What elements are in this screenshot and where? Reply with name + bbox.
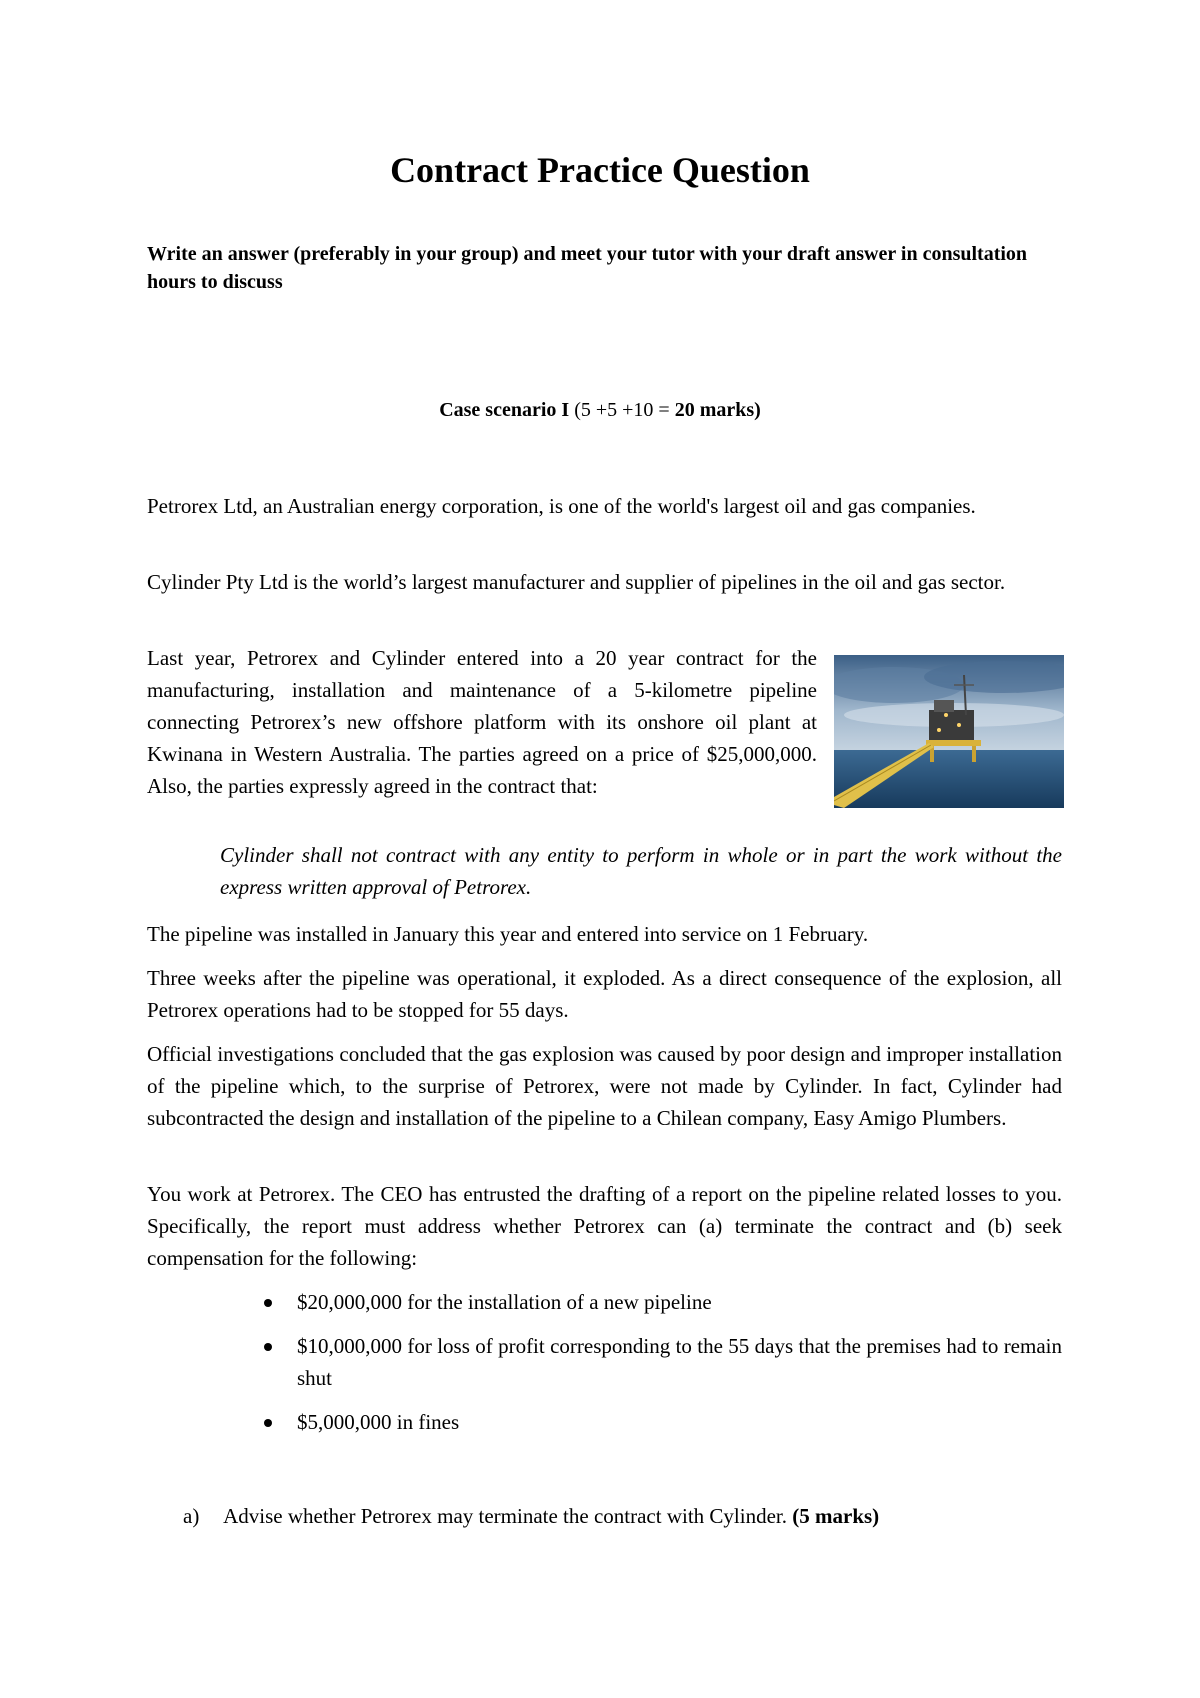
case-heading-label: Case scenario I <box>439 399 570 421</box>
question-a-text: Advise whether Petrorex may terminate the contract with Cylinder. <box>223 1504 788 1528</box>
offshore-platform-illustration <box>834 655 1064 808</box>
paragraph-cylinder: Cylinder Pty Ltd is the world’s largest manufacturer and supplier of pipelines in the oil and gas sector. <box>147 570 1006 594</box>
list-item-text: $20,000,000 for the installation of a new pipeline <box>297 1290 712 1314</box>
list-item <box>147 1330 1062 1394</box>
page-title: Contract Practice Question <box>390 150 810 190</box>
list-item-text: $5,000,000 in fines <box>297 1410 460 1434</box>
list-item <box>147 1406 1062 1438</box>
question-a-label: a) <box>183 1504 200 1528</box>
paragraph-installation: The pipeline was installed in January this year and entered into service on 1 February. <box>147 922 869 946</box>
case-heading-total: 20 marks) <box>674 399 761 421</box>
instructions: Write an answer (preferably in your group) and meet your tutor with your draft answer in consultation hours to discuss <box>147 243 1028 293</box>
paragraph-explosion: Three weeks after the pipeline was operational, it exploded. As a direct consequence of the explosion, all Petrorex operations had to be stopped for 55 days. <box>147 966 1062 1022</box>
paragraph-petrorex: Petrorex Ltd, an Australian energy corporation, is one of the world's largest oil and gas companies. <box>147 494 976 518</box>
bullet-icon <box>264 1419 272 1427</box>
list-item-text: $10,000,000 for loss of profit corresponding to the 55 days that the premises had to remain shut <box>297 1334 1062 1390</box>
bullet-icon <box>264 1299 272 1307</box>
offshore-platform-image <box>834 655 1064 808</box>
paragraph-investigation: Official investigations concluded that the gas explosion was caused by poor design and improper installation of the pipeline which, to the surprise of Petrorex, were not made by Cylinder. In fact, Cylinder had subcontracted the design and installation of the pipeline to a Chilean company, Easy Amigo Plumbers. <box>147 1042 1062 1130</box>
question-a <box>183 1500 1063 1532</box>
case-heading <box>0 396 1200 424</box>
question-a-marks: (5 marks) <box>792 1504 880 1528</box>
case-heading-marks: (5 +5 +10 = <box>574 399 670 421</box>
list-item <box>147 1286 1062 1318</box>
bullet-icon <box>264 1343 272 1351</box>
paragraph-report: You work at Petrorex. The CEO has entrusted the drafting of a report on the pipeline related losses to you. Specifically, the report must address whether Petrorex can (a) terminate the contract and (b) seek compensation for the following: <box>147 1182 1062 1270</box>
contract-clause-quote: Cylinder shall not contract with any entity to perform in whole or in part the work without the express written approval of Petrorex. <box>220 843 1062 899</box>
compensation-list <box>147 1286 1062 1450</box>
paragraph-contract: Last year, Petrorex and Cylinder entered into a 20 year contract for the manufacturing, installation and maintenance of a 5-kilometre pipeline connecting Petrorex’s new offshore platform with its onshore oil plant at Kwinana in Western Australia. The parties agreed on a price of $25,000,000. Also, the parties expressly agreed in the contract that: <box>147 646 817 798</box>
